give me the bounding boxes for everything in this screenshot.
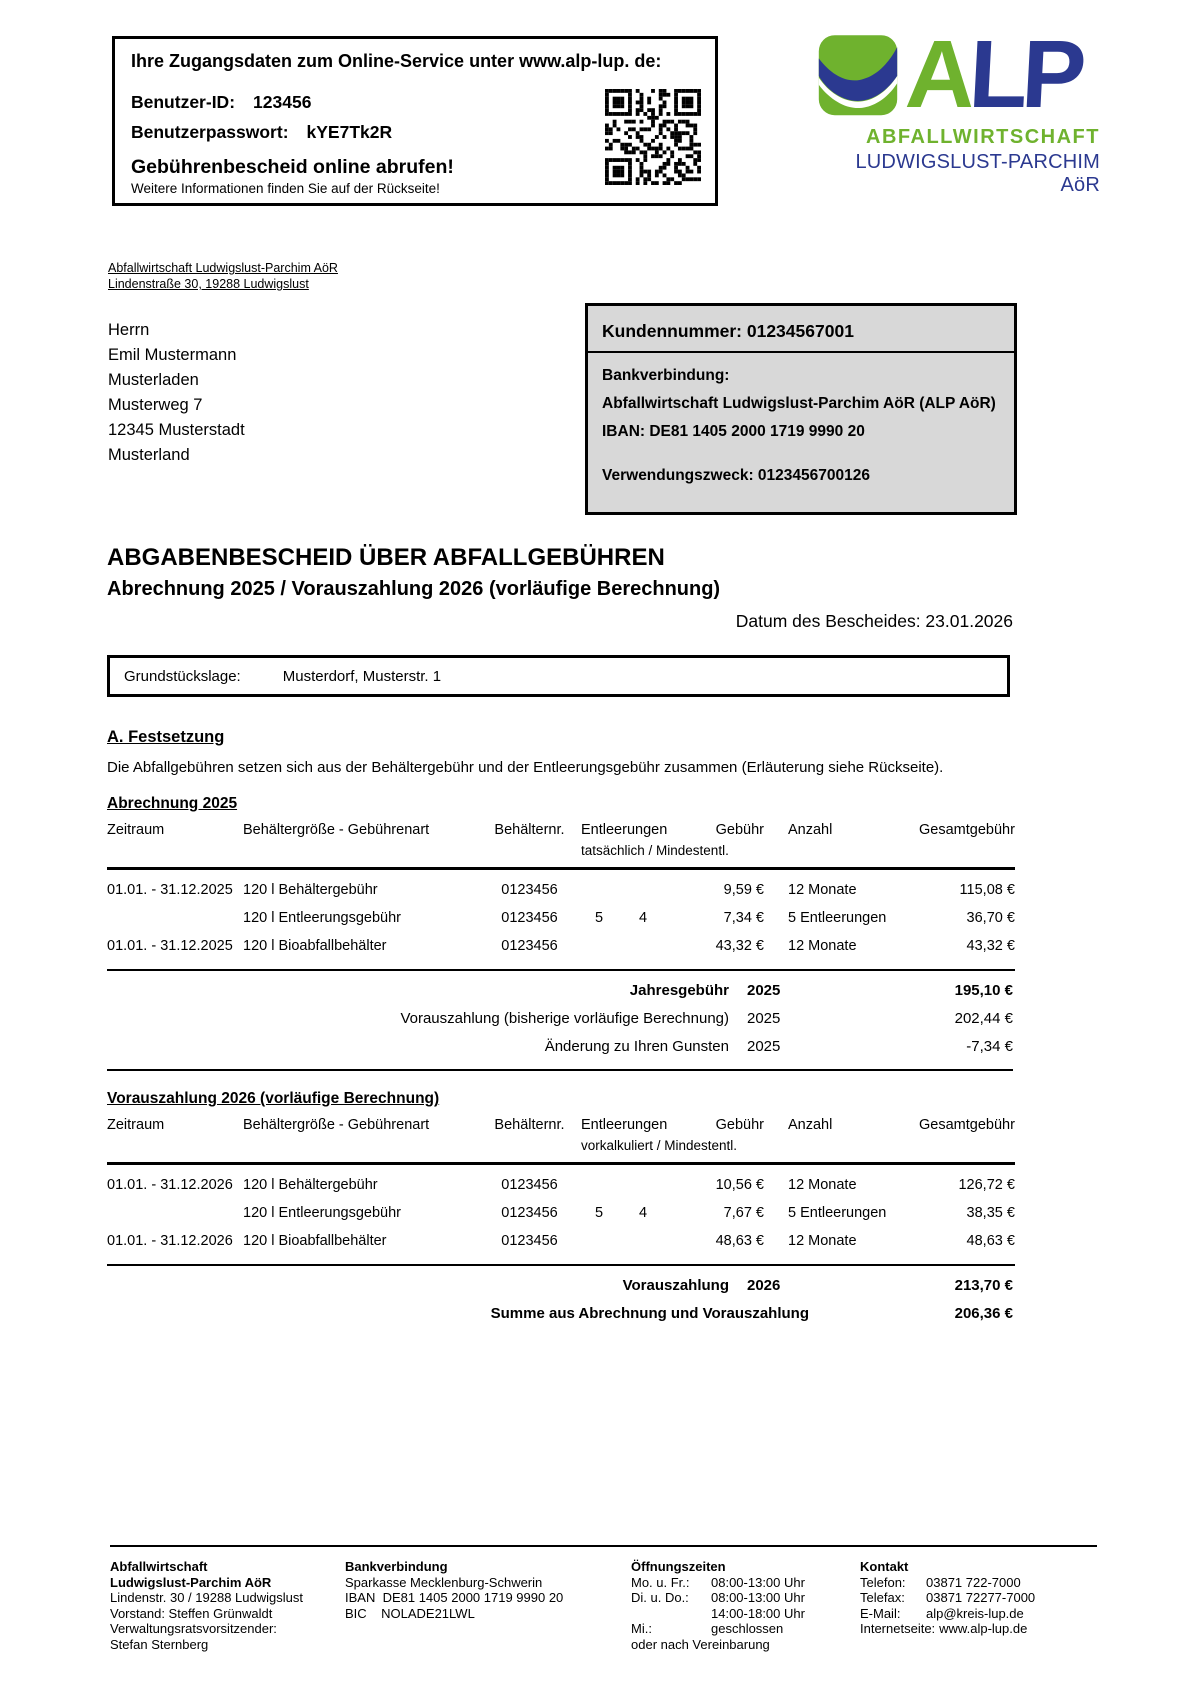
recipient-line: Emil Mustermann [108, 346, 237, 364]
cell-entleerungen-ist [577, 1177, 621, 1189]
billing-table-2025 [107, 795, 1013, 1071]
total-label: Summe aus Abrechnung und Vorauszahlung [490, 1305, 809, 1322]
footer-org-name: Ludwigslust-Parchim AöR [110, 1574, 272, 1590]
hours-time: 08:00-13:00 Uhr [711, 1574, 805, 1590]
online-cta-note: Weitere Informationen finden Sie auf der Rückseite! [131, 181, 440, 196]
hours-row [631, 1621, 860, 1637]
cell-behaelternr: 0123456 [501, 910, 558, 926]
hours-row [631, 1590, 860, 1606]
contact-label: Telefon: [860, 1574, 906, 1590]
online-access-box [112, 36, 718, 206]
contact-value: 03871 72277-7000 [926, 1590, 1036, 1605]
footer-contact-column [860, 1559, 1097, 1652]
cell-gebuehr: 48,63 € [715, 1233, 764, 1249]
total-year: 2026 [747, 1277, 781, 1294]
customer-info-box [585, 303, 1017, 515]
payment-purpose: Verwendungszweck: 0123456700126 [602, 467, 870, 484]
total-year: 2025 [747, 1038, 781, 1055]
hours-day: Mo. u. Fr.: [631, 1574, 690, 1590]
contact-label: E-Mail: [860, 1605, 901, 1621]
title-block [107, 544, 1013, 632]
cell-anzahl: 12 Monate [788, 938, 857, 954]
password-label: Benutzerpasswort: [131, 122, 289, 142]
cell-behaelternr: 0123456 [501, 1205, 558, 1221]
hours-day: Di. u. Do.: [631, 1590, 689, 1605]
hours-note: oder nach Vereinbarung [631, 1636, 770, 1652]
total-amount: 202,44 € [954, 1010, 1013, 1027]
contact-row [860, 1621, 1097, 1637]
footer-org-column [110, 1559, 345, 1652]
col-header-art: Behältergröße - Gebührenart [243, 822, 430, 838]
property-value: Musterdorf, Musterstr. 1 [282, 667, 442, 685]
cell-entleerungen-mindest: 4 [638, 1205, 648, 1221]
cell-gesamt: 115,08 € [959, 882, 1015, 898]
total-year: 2025 [747, 982, 781, 999]
qr-code-icon [605, 89, 701, 185]
alp-logo [818, 21, 1100, 197]
footer-hours-column [631, 1559, 860, 1652]
col-header-entleerungen: Entleerungen [581, 822, 668, 838]
hours-day: Mi.: [631, 1621, 652, 1636]
hours-day [631, 1606, 711, 1622]
page-footer [110, 1545, 1097, 1652]
contact-label: Telefax: [860, 1590, 905, 1605]
cell-art: 120 l Bioabfallbehälter [243, 938, 387, 954]
entleerungen-subheader: tatsächlich / Mindestentl. [581, 843, 729, 858]
table-grid [107, 822, 1013, 971]
entleerungen-subheader: vorkalkuliert / Mindestentl. [581, 1138, 738, 1153]
alp-acronym [903, 21, 1083, 128]
table-heading: Vorauszahlung 2026 (vorläufige Berechnung) [107, 1090, 440, 1107]
bank-name: Abfallwirtschaft Ludwigslust-Parchim AöR (ALP AöR) [602, 395, 996, 412]
online-cta: Gebührenbescheid online abrufen! [131, 156, 454, 178]
recipient-address [108, 318, 245, 468]
col-header-art: Behältergröße - Gebührenart [243, 1117, 430, 1133]
cell-anzahl: 5 Entleerungen [788, 910, 887, 926]
col-header-gesamtgebuehr: Gesamtgebühr [919, 822, 1015, 838]
footer-org-line: Verwaltungsratsvorsitzender: [110, 1621, 277, 1636]
contact-row [860, 1575, 1097, 1591]
alp-logo-top [818, 21, 1100, 128]
cell-zeitraum: 01.01. - 31.12.2026 [107, 1233, 233, 1249]
footer-bank-line: Sparkasse Mecklenburg-Schwerin [345, 1574, 543, 1590]
footer-bank-title: Bankverbindung [345, 1559, 448, 1574]
col-header-gebuehr: Gebühr [715, 1117, 764, 1133]
total-row-aenderung [107, 1038, 1013, 1055]
col-header-behaelternr: Behälternr. [494, 822, 565, 838]
contact-value: alp@kreis-lup.de [926, 1605, 1024, 1621]
cell-gebuehr: 7,67 € [723, 1205, 764, 1221]
total-year: 2025 [747, 1010, 781, 1027]
footer-org-line: Vorstand: Steffen Grünwaldt [110, 1605, 273, 1621]
total-row-vorauszahlung-2026 [107, 1277, 1013, 1294]
alp-logo-line2: LUDWIGSLUST-PARCHIM AöR [855, 151, 1100, 196]
sender-line-2: Lindenstraße 30, 19288 Ludwigslust [108, 277, 309, 291]
hours-row [631, 1606, 860, 1622]
cell-zeitraum: 01.01. - 31.12.2025 [107, 938, 233, 954]
col-header-anzahl: Anzahl [788, 1117, 833, 1133]
sender-address [108, 260, 338, 292]
alp-logo-line1: ABFALLWIRTSCHAFT [866, 126, 1100, 148]
cell-gesamt: 126,72 € [958, 1177, 1015, 1193]
footer-hours-title: Öffnungszeiten [631, 1559, 726, 1574]
cell-gebuehr: 10,56 € [715, 1177, 764, 1193]
cell-entleerungen-mindest [621, 1233, 665, 1245]
password-value: kYE7Tk2R [306, 122, 393, 142]
contact-value: 03871 722-7000 [926, 1574, 1021, 1590]
table-heading: Abrechnung 2025 [107, 795, 238, 812]
cell-entleerungen-mindest: 4 [638, 910, 648, 926]
cell-art: 120 l Entleerungsgebühr [243, 1205, 402, 1221]
total-row-vorauszahlung-bisher [107, 1010, 1013, 1027]
section-a-intro: Die Abfallgebühren setzen sich aus der Behältergebühr und der Entleerungsgebühr zusammen (Erläuterung siehe Rückseite). [107, 759, 944, 776]
access-box-title: Ihre Zugangsdaten zum Online-Service unter www.alp-lup. de: [131, 51, 662, 71]
cell-art: 120 l Entleerungsgebühr [243, 910, 402, 926]
hours-row [631, 1575, 860, 1591]
property-location-box [107, 655, 1010, 697]
section-a [107, 728, 1013, 776]
total-label: Jahresgebühr [629, 982, 729, 999]
total-amount: 206,36 € [954, 1305, 1013, 1322]
cell-entleerungen-ist [577, 938, 621, 950]
total-amount: 213,70 € [954, 1277, 1013, 1294]
property-label: Grundstückslage: [124, 667, 241, 685]
hours-time: geschlossen [711, 1621, 784, 1636]
bank-label: Bankverbindung: [602, 367, 730, 384]
table-body-rule [107, 1264, 1015, 1266]
col-header-gesamtgebuehr: Gesamtgebühr [919, 1117, 1015, 1133]
col-header-zeitraum: Zeitraum [107, 822, 165, 838]
recipient-line: Musterladen [108, 371, 199, 389]
contact-label: Internetseite: [860, 1621, 936, 1636]
footer-bank-bic: BIC NOLADE21LWL [345, 1605, 475, 1621]
cell-zeitraum: 01.01. - 31.12.2025 [107, 882, 233, 898]
cell-anzahl: 12 Monate [788, 1233, 857, 1249]
cell-gebuehr: 7,34 € [723, 910, 764, 926]
footer-org-name: Abfallwirtschaft [110, 1559, 208, 1574]
footer-org-line: Stefan Sternberg [110, 1636, 209, 1652]
table-grid [107, 1117, 1013, 1266]
prepayment-table-2026 [107, 1090, 1013, 1322]
alp-logo-icon [818, 34, 898, 118]
cell-entleerungen-mindest [621, 1177, 665, 1189]
cell-behaelternr: 0123456 [501, 882, 558, 898]
footer-bank-column [345, 1559, 631, 1652]
bank-iban: IBAN: DE81 1405 2000 1719 9990 20 [602, 423, 865, 440]
cell-art: 120 l Bioabfallbehälter [243, 1233, 387, 1249]
cell-anzahl: 5 Entleerungen [788, 1205, 887, 1221]
cell-entleerungen-ist [577, 882, 621, 894]
cell-entleerungen-mindest [621, 938, 665, 950]
alp-letter-a: A [903, 21, 973, 128]
cell-art: 120 l Behältergebühr [243, 1177, 378, 1193]
recipient-line: Musterweg 7 [108, 396, 203, 414]
sender-line-1: Abfallwirtschaft Ludwigslust-Parchim AöR [108, 261, 338, 275]
user-id-value: 123456 [253, 92, 312, 112]
recipient-line: 12345 Musterstadt [108, 421, 245, 439]
cell-behaelternr: 0123456 [501, 938, 558, 954]
recipient-line: Musterland [108, 446, 190, 464]
contact-row [860, 1590, 1097, 1606]
cell-behaelternr: 0123456 [501, 1233, 558, 1249]
total-row-summe [107, 1305, 1013, 1322]
hours-time: 08:00-13:00 Uhr [711, 1590, 805, 1605]
total-label: Änderung zu Ihren Gunsten [544, 1038, 729, 1055]
cell-gesamt: 43,32 € [966, 938, 1015, 954]
table-body-rule [107, 969, 1015, 971]
cell-anzahl: 12 Monate [788, 882, 857, 898]
cell-anzahl: 12 Monate [788, 1177, 857, 1193]
contact-row [860, 1606, 1097, 1622]
alp-letters-lp: LP [966, 21, 1083, 128]
document-subtitle: Abrechnung 2025 / Vorauszahlung 2026 (vorläufige Berechnung) [107, 578, 721, 600]
cell-behaelternr: 0123456 [501, 1177, 558, 1193]
bank-details [588, 353, 1014, 490]
col-header-anzahl: Anzahl [788, 822, 833, 838]
cell-art: 120 l Behältergebühr [243, 882, 378, 898]
total-row-jahresgebuehr [107, 982, 1013, 999]
cell-gebuehr: 9,59 € [723, 882, 764, 898]
cell-zeitraum [107, 1205, 243, 1217]
total-label: Vorauszahlung [622, 1277, 729, 1294]
total-label: Vorauszahlung (bisherige vorläufige Berechnung) [400, 1010, 729, 1027]
contact-value: www.alp-lup.de [939, 1621, 1028, 1636]
total-amount: -7,34 € [966, 1038, 1013, 1055]
hours-time: 14:00-18:00 Uhr [711, 1605, 805, 1621]
cell-zeitraum: 01.01. - 31.12.2026 [107, 1177, 233, 1193]
cell-zeitraum [107, 910, 243, 922]
document-title: ABGABENBESCHEID ÜBER ABFALLGEBÜHREN [107, 544, 665, 571]
cell-gesamt: 48,63 € [966, 1233, 1015, 1249]
user-id-label: Benutzer-ID: [131, 92, 236, 112]
footer-contact-title: Kontakt [860, 1559, 909, 1574]
cell-entleerungen-ist: 5 [594, 1205, 604, 1221]
cell-gesamt: 38,35 € [966, 1205, 1015, 1221]
cell-entleerungen-ist [577, 1233, 621, 1245]
table-end-rule [107, 1069, 1013, 1071]
document-date: Datum des Bescheides: 23.01.2026 [735, 611, 1013, 631]
footer-org-line: Lindenstr. 30 / 19288 Ludwigslust [110, 1590, 303, 1605]
cell-gebuehr: 43,32 € [715, 938, 764, 954]
recipient-line: Herrn [108, 321, 150, 339]
col-header-gebuehr: Gebühr [715, 822, 764, 838]
cell-entleerungen-mindest [621, 882, 665, 894]
cell-entleerungen-ist: 5 [594, 910, 604, 926]
total-amount: 195,10 € [954, 982, 1013, 999]
section-a-heading: A. Festsetzung [107, 728, 225, 746]
col-header-zeitraum: Zeitraum [107, 1117, 165, 1133]
footer-bank-iban: IBAN DE81 1405 2000 1719 9990 20 [345, 1590, 564, 1605]
col-header-behaelternr: Behälternr. [494, 1117, 565, 1133]
col-header-entleerungen: Entleerungen [581, 1117, 668, 1133]
customer-number: Kundennummer: 01234567001 [588, 306, 1014, 353]
cell-gesamt: 36,70 € [966, 910, 1015, 926]
